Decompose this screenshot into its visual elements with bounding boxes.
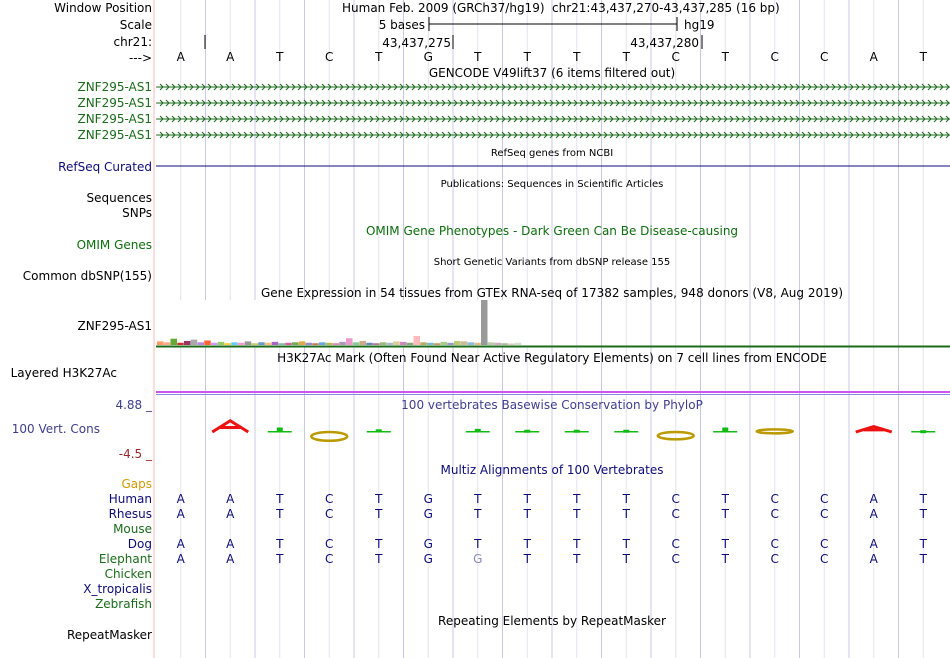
aligned-base: T	[919, 507, 927, 521]
gtex-tissue-bar[interactable]	[488, 342, 495, 345]
refseq-label[interactable]: RefSeq Curated	[58, 160, 152, 174]
gtex-tissue-bar[interactable]	[198, 342, 205, 345]
scale-text: 5 bases	[378, 18, 425, 32]
phylop-base-mark	[524, 430, 530, 433]
base-letter: T	[523, 50, 531, 64]
publications-title: Publications: Sequences in Scientific Articles	[440, 179, 664, 190]
base-letter: A	[176, 50, 185, 64]
aligned-base: C	[325, 537, 334, 551]
aligned-base: A	[869, 492, 878, 506]
gencode-item-label[interactable]: ZNF295-AS1	[77, 80, 152, 94]
species-label[interactable]: Chicken	[104, 567, 152, 581]
aligned-base: T	[276, 537, 284, 551]
phylop-base-mark	[722, 427, 728, 432]
gtex-tissue-bar[interactable]	[387, 343, 394, 345]
gtex-tissue-bar[interactable]	[272, 342, 279, 345]
aligned-base: C	[820, 507, 829, 521]
h3k27ac-title: H3K27Ac Mark (Often Found Near Active Regulatory Elements) on 7 cell lines from ENCODE	[277, 351, 827, 365]
gtex-tissue-bar[interactable]	[468, 342, 475, 345]
gtex-tissue-bar[interactable]	[218, 342, 225, 345]
gtex-tissue-bar[interactable]	[204, 341, 211, 346]
base-letter: G	[423, 50, 433, 64]
aligned-base: C	[770, 537, 779, 551]
gtex-tissue-bar[interactable]	[346, 338, 353, 345]
base-letter: A	[869, 50, 878, 64]
base-letter: A	[226, 50, 235, 64]
coord-label-1: 43,437,275	[382, 36, 451, 50]
base-letter: C	[325, 50, 334, 64]
gtex-tissue-bar[interactable]	[245, 341, 252, 345]
gtex-tissue-bar[interactable]	[366, 343, 373, 345]
assembly-text: Human Feb. 2009 (GRCh37/hg19)	[342, 1, 545, 15]
scale-label: Scale	[119, 18, 152, 32]
phylop-base-mark	[574, 430, 580, 433]
species-label[interactable]: Elephant	[98, 552, 152, 566]
gtex-tissue-bar[interactable]	[339, 342, 346, 345]
gtex-tissue-bar[interactable]	[252, 343, 259, 345]
gtex-tissue-bar[interactable]	[434, 343, 441, 345]
gtex-tissue-bar[interactable]	[306, 343, 313, 345]
aligned-base: T	[622, 537, 630, 551]
scale-bar	[429, 17, 677, 31]
gtex-tissue-bar[interactable]	[501, 343, 508, 345]
gtex-tissue-bar[interactable]	[481, 300, 488, 345]
aligned-base: C	[325, 507, 334, 521]
phylop-base-mark	[856, 427, 892, 432]
species-label[interactable]: X_tropicalis	[83, 582, 152, 596]
publications-label-snps[interactable]: SNPs	[122, 206, 152, 220]
coord-label-2: 43,437,280	[630, 36, 699, 50]
aligned-base: T	[622, 552, 630, 566]
gtex-tissue-bar[interactable]	[461, 341, 468, 345]
base-letter: T	[721, 50, 729, 64]
gtex-tissue-bar[interactable]	[420, 342, 427, 345]
aligned-base: T	[573, 492, 581, 506]
position-text: chr21:43,437,270-43,437,285 (16 bp)	[552, 1, 780, 15]
phylop-title: 100 vertebrates Basewise Conservation by PhyloP	[401, 398, 703, 412]
publications-label-sequences[interactable]: Sequences	[86, 191, 152, 205]
phylop-signal[interactable]	[212, 421, 935, 441]
gencode-title: GENCODE V49lift37 (6 items filtered out)	[428, 66, 676, 80]
aligned-base: T	[474, 507, 482, 521]
aligned-base: A	[176, 537, 185, 551]
gtex-label[interactable]: ZNF295-AS1	[77, 319, 152, 333]
refseq-title: RefSeq genes from NCBI	[490, 148, 614, 159]
gtex-tissue-bar[interactable]	[326, 343, 333, 345]
base-letter: C	[820, 50, 829, 64]
aligned-base: T	[622, 507, 630, 521]
aligned-base: T	[474, 537, 482, 551]
gtex-tissue-bar[interactable]	[333, 343, 340, 345]
phylop-base-mark	[920, 430, 926, 433]
gtex-tissue-bar[interactable]	[454, 341, 461, 345]
aligned-base: T	[523, 537, 531, 551]
phylop-min-label: -4.5 _	[118, 447, 152, 461]
aligned-base: T	[721, 507, 729, 521]
aligned-base: T	[721, 492, 729, 506]
omim-title: OMIM Gene Phenotypes - Dark Green Can Be Disease-causing	[365, 224, 739, 238]
aligned-base: A	[869, 552, 878, 566]
h3k27ac-label[interactable]: Layered H3K27Ac	[10, 366, 117, 380]
aligned-base: A	[176, 552, 185, 566]
gtex-tissue-bar[interactable]	[177, 343, 184, 345]
strand-label: --->	[128, 51, 152, 65]
gtex-tissue-bar[interactable]	[495, 343, 502, 345]
aligned-base: G	[423, 492, 433, 506]
base-letter: T	[375, 50, 383, 64]
gtex-tissue-bar[interactable]	[211, 343, 218, 345]
species-label[interactable]: Dog	[127, 537, 152, 551]
gtex-tissue-bar[interactable]	[414, 336, 421, 345]
phylop-max-label: 4.88 _	[115, 398, 152, 412]
species-label[interactable]: Rhesus	[108, 507, 152, 521]
aligned-base: C	[671, 507, 680, 521]
gtex-tissue-bar[interactable]	[279, 343, 286, 345]
aligned-base: T	[523, 492, 531, 506]
phylop-base-mark	[277, 427, 283, 432]
chrom-label: chr21:	[113, 35, 152, 49]
base-letter: T	[276, 50, 284, 64]
gtex-tissue-bar[interactable]	[231, 342, 238, 345]
base-letter: T	[573, 50, 581, 64]
aligned-base: A	[176, 492, 185, 506]
gtex-panel	[156, 300, 534, 346]
aligned-base: T	[375, 552, 383, 566]
aligned-base: T	[523, 507, 531, 521]
aligned-base: A	[869, 537, 878, 551]
gtex-tissue-bar[interactable]	[441, 342, 448, 345]
aligned-base: C	[770, 552, 779, 566]
gtex-tissue-bar[interactable]	[265, 343, 272, 345]
gtex-tissue-bar[interactable]	[157, 341, 164, 345]
aligned-base: T	[375, 507, 383, 521]
aligned-base: T	[276, 507, 284, 521]
gtex-tissue-bar[interactable]	[380, 342, 387, 345]
aligned-base: C	[770, 492, 779, 506]
aligned-base: G	[423, 507, 433, 521]
aligned-base: A	[226, 552, 235, 566]
gtex-tissue-bar[interactable]	[191, 340, 198, 345]
aligned-base: A	[226, 492, 235, 506]
gtex-tissue-bar[interactable]	[373, 343, 380, 345]
gtex-tissue-bar[interactable]	[393, 341, 400, 345]
aligned-base: T	[721, 537, 729, 551]
repeatmasker-label[interactable]: RepeatMasker	[66, 628, 152, 642]
aligned-base: T	[919, 492, 927, 506]
gtex-tissue-bar[interactable]	[238, 343, 245, 345]
aligned-base: C	[820, 537, 829, 551]
gtex-tissue-bar[interactable]	[360, 341, 367, 345]
aligned-base: T	[622, 492, 630, 506]
species-label[interactable]: Human	[108, 492, 152, 506]
aligned-base: C	[671, 492, 680, 506]
gencode-item-label[interactable]: ZNF295-AS1	[77, 112, 152, 126]
multiz-title: Multiz Alignments of 100 Vertebrates	[440, 463, 664, 477]
gencode-item-label[interactable]: ZNF295-AS1	[77, 96, 152, 110]
gencode-track[interactable]	[77, 80, 950, 142]
species-label[interactable]: Zebrafish	[95, 597, 152, 611]
multiz-alignment[interactable]	[83, 492, 927, 611]
aligned-base: T	[276, 492, 284, 506]
aligned-base: C	[820, 492, 829, 506]
aligned-base: G	[423, 552, 433, 566]
aligned-base: C	[770, 507, 779, 521]
gtex-tissue-bar[interactable]	[427, 343, 434, 345]
aligned-base: C	[671, 537, 680, 551]
repeatmasker-title: Repeating Elements by RepeatMasker	[438, 614, 666, 628]
phylop-label[interactable]: 100 Vert. Cons	[11, 422, 100, 436]
aligned-base: T	[573, 507, 581, 521]
aligned-base: T	[919, 537, 927, 551]
dbsnp-title: Short Genetic Variants from dbSNP release 155	[433, 257, 671, 268]
gtex-tissue-bar[interactable]	[164, 342, 171, 345]
species-label[interactable]: Mouse	[113, 522, 152, 536]
aligned-base: A	[226, 507, 235, 521]
base-letter: C	[770, 50, 779, 64]
gencode-item-label[interactable]: ZNF295-AS1	[77, 128, 152, 142]
aligned-base: T	[573, 537, 581, 551]
aligned-base: T	[919, 552, 927, 566]
aligned-base: G	[423, 537, 433, 551]
gtex-tissue-bar[interactable]	[407, 343, 414, 345]
gtex-tissue-bar[interactable]	[285, 343, 292, 345]
dbsnp-label[interactable]: Common dbSNP(155)	[22, 269, 152, 283]
gtex-tissue-bar[interactable]	[171, 339, 178, 345]
phylop-base-mark	[475, 429, 481, 432]
gtex-tissue-bar[interactable]	[184, 341, 191, 345]
multiz-gaps-label[interactable]: Gaps	[121, 477, 152, 491]
gtex-tissue-bar[interactable]	[508, 344, 515, 346]
base-letter: T	[919, 50, 927, 64]
aligned-base: A	[176, 507, 185, 521]
gtex-tissue-bar[interactable]	[319, 342, 326, 345]
aligned-base: A	[226, 537, 235, 551]
gtex-tissue-bar[interactable]	[258, 342, 265, 345]
db-text: hg19	[684, 18, 715, 32]
aligned-base: T	[375, 492, 383, 506]
aligned-base: T	[375, 537, 383, 551]
gtex-title: Gene Expression in 54 tissues from GTEx RNA-seq of 17382 samples, 948 donors (V8, Aug 2019)	[260, 286, 844, 300]
gtex-tissue-bar[interactable]	[515, 343, 522, 345]
gtex-tissue-bar[interactable]	[292, 342, 299, 345]
aligned-base: C	[671, 552, 680, 566]
gtex-tissue-bar[interactable]	[312, 343, 319, 345]
aligned-base: T	[276, 552, 284, 566]
gtex-tissue-bar[interactable]	[299, 341, 306, 345]
base-letter: T	[622, 50, 630, 64]
aligned-base: C	[820, 552, 829, 566]
aligned-base: C	[325, 552, 334, 566]
base-letter: C	[671, 50, 680, 64]
gtex-tissue-bar[interactable]	[447, 343, 454, 345]
phylop-base-mark	[623, 430, 629, 433]
gtex-tissue-bar[interactable]	[474, 343, 481, 345]
gtex-tissue-bar[interactable]	[400, 342, 407, 345]
phylop-base-mark	[376, 429, 382, 432]
window-position-label: Window Position	[54, 1, 152, 15]
gtex-tissue-bar[interactable]	[225, 343, 232, 345]
aligned-base: G	[473, 552, 483, 566]
omim-label[interactable]: OMIM Genes	[76, 238, 152, 252]
aligned-base: T	[474, 492, 482, 506]
aligned-base: T	[721, 552, 729, 566]
aligned-base: A	[869, 507, 878, 521]
aligned-base: T	[573, 552, 581, 566]
gtex-tissue-bar[interactable]	[353, 342, 360, 345]
aligned-base: C	[325, 492, 334, 506]
base-letter: T	[474, 50, 482, 64]
aligned-base: T	[523, 552, 531, 566]
